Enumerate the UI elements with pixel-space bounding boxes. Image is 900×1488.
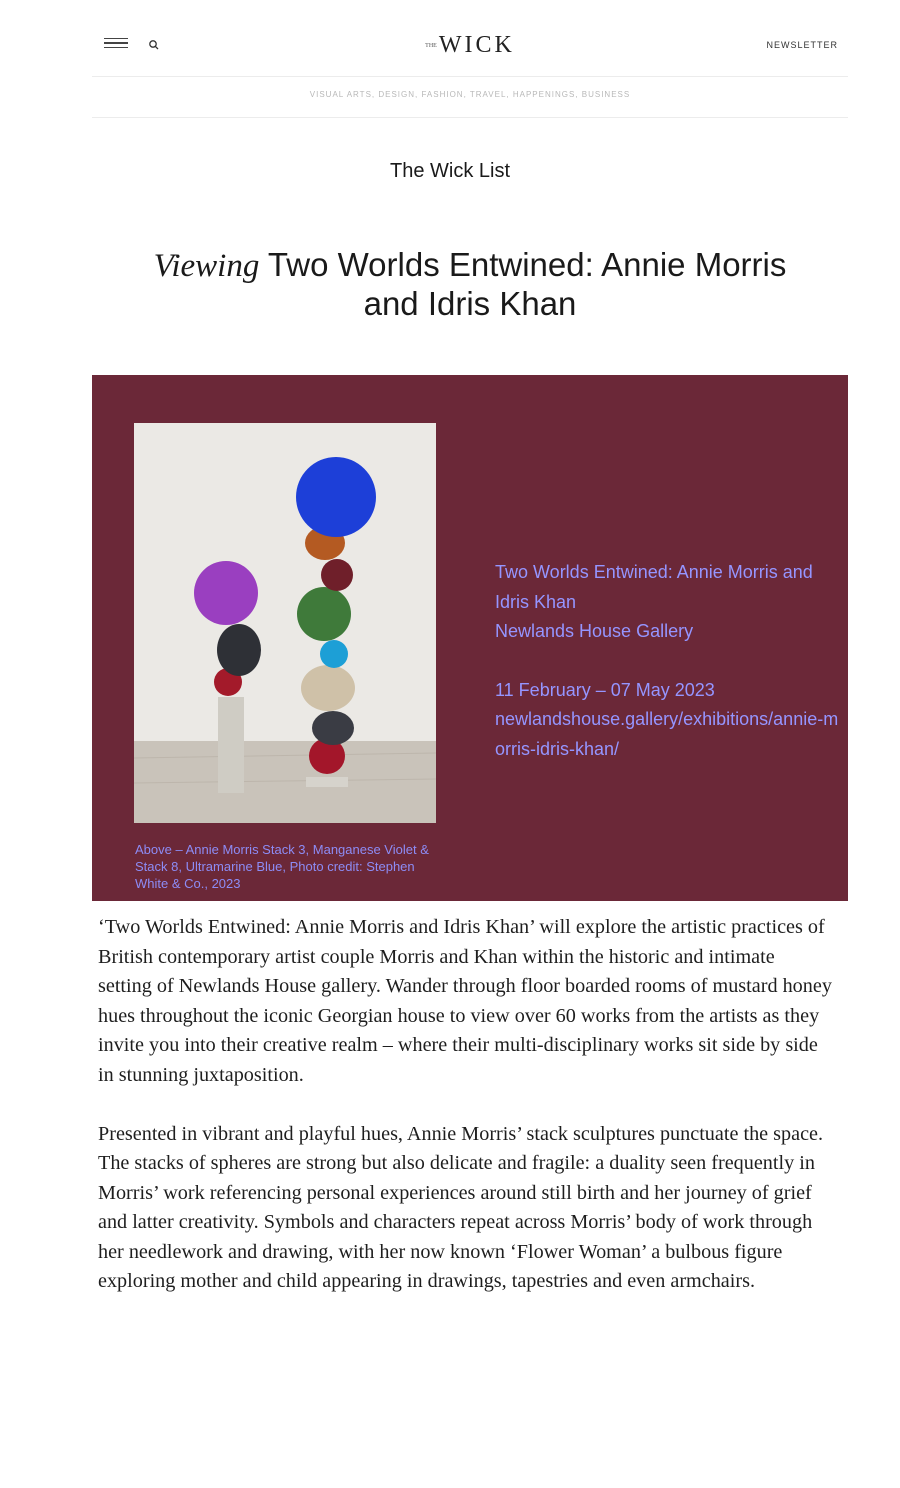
exhibition-dates: 11 February – 07 May 2023 [495, 679, 715, 700]
exhibition-venue: Newlands House Gallery [495, 621, 694, 641]
category-links[interactable]: VISUAL ARTS, DESIGN, FASHION, TRAVEL, HAPPENINGS, BUSINESS [309, 90, 631, 99]
body-paragraph-1: ‘Two Worlds Entwined: Annie Morris and Idris Khan’ will explore the artistic practices of British contemporary artist couple Morris and Khan within the historic and intimate setting of Newlands House gallery. Wander through floor boarded rooms of mustard honey hues throughout the iconic Georgian house to view over 60 works from the artists as they invite you into their creative realm – where their multi-disciplinary works sit side by side in stunning juxtaposition. [98, 916, 832, 1086]
article-body [98, 913, 833, 1326]
category-nav [92, 77, 848, 118]
exhibition-link[interactable]: newlandshouse.gallery/exhibitions/annie-morris-idris-khan/ [495, 709, 839, 759]
title-prefix: Viewing [153, 248, 260, 284]
body-paragraph-2: Presented in vibrant and playful hues, Annie Morris’ stack sculptures punctuate the space. The stacks of spheres are strong but also delicate and fragile: a duality seen frequently in Morris’ work referencing personal experiences around still birth and her journey of grief and latter creativity. Symbols and characters repeat across Morris’ body of work through her needlework and drawing, with her now known ‘Flower Woman’ a bulbous figure exploring mother and child appearing in drawings, tapestries and even armchairs. [98, 1122, 824, 1292]
title-text: Two Worlds Entwined: Annie Morris and Idris Khan [267, 246, 787, 322]
sculpture-photo [134, 423, 436, 823]
section-label[interactable]: The Wick List [389, 160, 511, 182]
photo-caption: Above – Annie Morris Stack 3, Manganese Violet & Stack 8, Ultramarine Blue, Photo credit: Stephen White & Co., 2023 [135, 842, 429, 891]
article-title [150, 246, 790, 323]
exhibition-title: Two Worlds Entwined: Annie Morris and Idris Khan [495, 562, 813, 612]
feature-panel [92, 375, 848, 901]
site-header [92, 0, 848, 77]
newsletter-link[interactable]: NEWSLETTER [766, 40, 838, 50]
exhibition-info [495, 558, 840, 764]
logo-prefix: THE [425, 43, 437, 50]
site-logo[interactable] [92, 32, 848, 59]
logo-text: WICK [438, 32, 515, 58]
